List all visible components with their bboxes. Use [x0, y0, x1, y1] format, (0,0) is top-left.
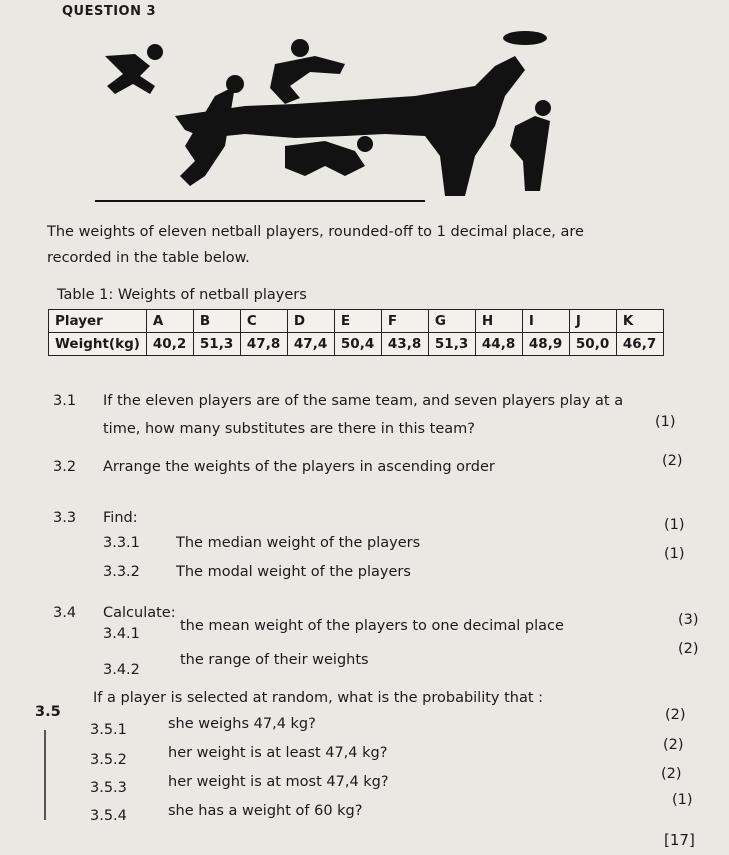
player-cell: H — [475, 310, 522, 333]
intro-line-1: The weights of eleven netball players, rounded-off to 1 decimal place, are — [47, 224, 584, 240]
q354-marks: (1) — [672, 792, 693, 808]
question-heading: QUESTION 3 — [62, 4, 157, 19]
q353-number: 3.5.3 — [90, 780, 127, 796]
q332-number: 3.3.2 — [103, 564, 140, 580]
player-cell: D — [287, 310, 334, 333]
weight-cell: 40,2 — [146, 333, 193, 356]
weight-cell: 46,7 — [616, 333, 663, 356]
row-label-weight: Weight(kg) — [49, 333, 147, 356]
q331-marks: (1) — [664, 517, 685, 533]
q31-line-2: time, how many substitutes are there in this team? — [103, 421, 475, 437]
player-cell: B — [193, 310, 240, 333]
q331-number: 3.3.1 — [103, 535, 140, 551]
weight-cell: 43,8 — [381, 333, 428, 356]
q31-line-1: If the eleven players are of the same team, and seven players play at a — [103, 393, 624, 409]
q351-number: 3.5.1 — [90, 722, 127, 738]
q341-text: the mean weight of the players to one decimal place — [180, 618, 564, 634]
q33-number: 3.3 — [53, 510, 77, 526]
q341-number: 3.4.1 — [103, 626, 140, 642]
player-cell: E — [334, 310, 381, 333]
q32-text: Arrange the weights of the players in ascending order — [103, 459, 495, 475]
weight-cell: 51,3 — [193, 333, 240, 356]
q353-marks: (2) — [661, 766, 682, 782]
intro-line-2: recorded in the table below. — [47, 250, 250, 266]
q31-number: 3.1 — [53, 393, 77, 409]
weights-table — [48, 309, 664, 356]
q352-text: her weight is at least 47,4 kg? — [168, 745, 388, 761]
q332-text: The modal weight of the players — [176, 564, 411, 580]
q34-number: 3.4 — [53, 605, 77, 621]
player-cell: C — [240, 310, 287, 333]
q353-text: her weight is at most 47,4 kg? — [168, 774, 389, 790]
q341-marks: (3) — [678, 612, 699, 628]
weight-cell: 48,9 — [522, 333, 569, 356]
q32-marks: (2) — [662, 453, 683, 469]
q352-number: 3.5.2 — [90, 752, 127, 768]
q32-number: 3.2 — [53, 459, 77, 475]
q33-text: Find: — [103, 510, 138, 526]
player-cell: A — [146, 310, 193, 333]
table-caption: Table 1: Weights of netball players — [57, 287, 307, 303]
weight-cell: 50,0 — [569, 333, 616, 356]
weight-cell: 44,8 — [475, 333, 522, 356]
player-cell: K — [616, 310, 663, 333]
q351-text: she weighs 47,4 kg? — [168, 716, 316, 732]
margin-line — [44, 730, 46, 820]
q34-text: Calculate: — [103, 605, 176, 621]
netball-players-illustration — [95, 26, 575, 206]
weight-cell: 47,4 — [287, 333, 334, 356]
q331-text: The median weight of the players — [176, 535, 421, 551]
player-cell: F — [381, 310, 428, 333]
table-row-players — [49, 310, 664, 333]
weight-cell: 51,3 — [428, 333, 475, 356]
player-cell: G — [428, 310, 475, 333]
q354-number: 3.5.4 — [90, 808, 127, 824]
weight-cell: 50,4 — [334, 333, 381, 356]
player-cell: I — [522, 310, 569, 333]
q351-marks: (2) — [665, 707, 686, 723]
weight-cell: 47,8 — [240, 333, 287, 356]
q35-text: If a player is selected at random, what is the probability that : — [93, 690, 544, 706]
player-cell: J — [569, 310, 616, 333]
q332-marks: (1) — [664, 546, 685, 562]
q342-text: the range of their weights — [180, 652, 369, 668]
q31-marks: (1) — [655, 414, 676, 430]
total-marks: [17] — [664, 831, 695, 849]
row-label-player: Player — [49, 310, 147, 333]
q35-number: 3.5 — [35, 704, 61, 720]
q354-text: she has a weight of 60 kg? — [168, 803, 363, 819]
table-row-weights — [49, 333, 664, 356]
q352-marks: (2) — [663, 737, 684, 753]
q342-number: 3.4.2 — [103, 662, 140, 678]
q342-marks: (2) — [678, 641, 699, 657]
